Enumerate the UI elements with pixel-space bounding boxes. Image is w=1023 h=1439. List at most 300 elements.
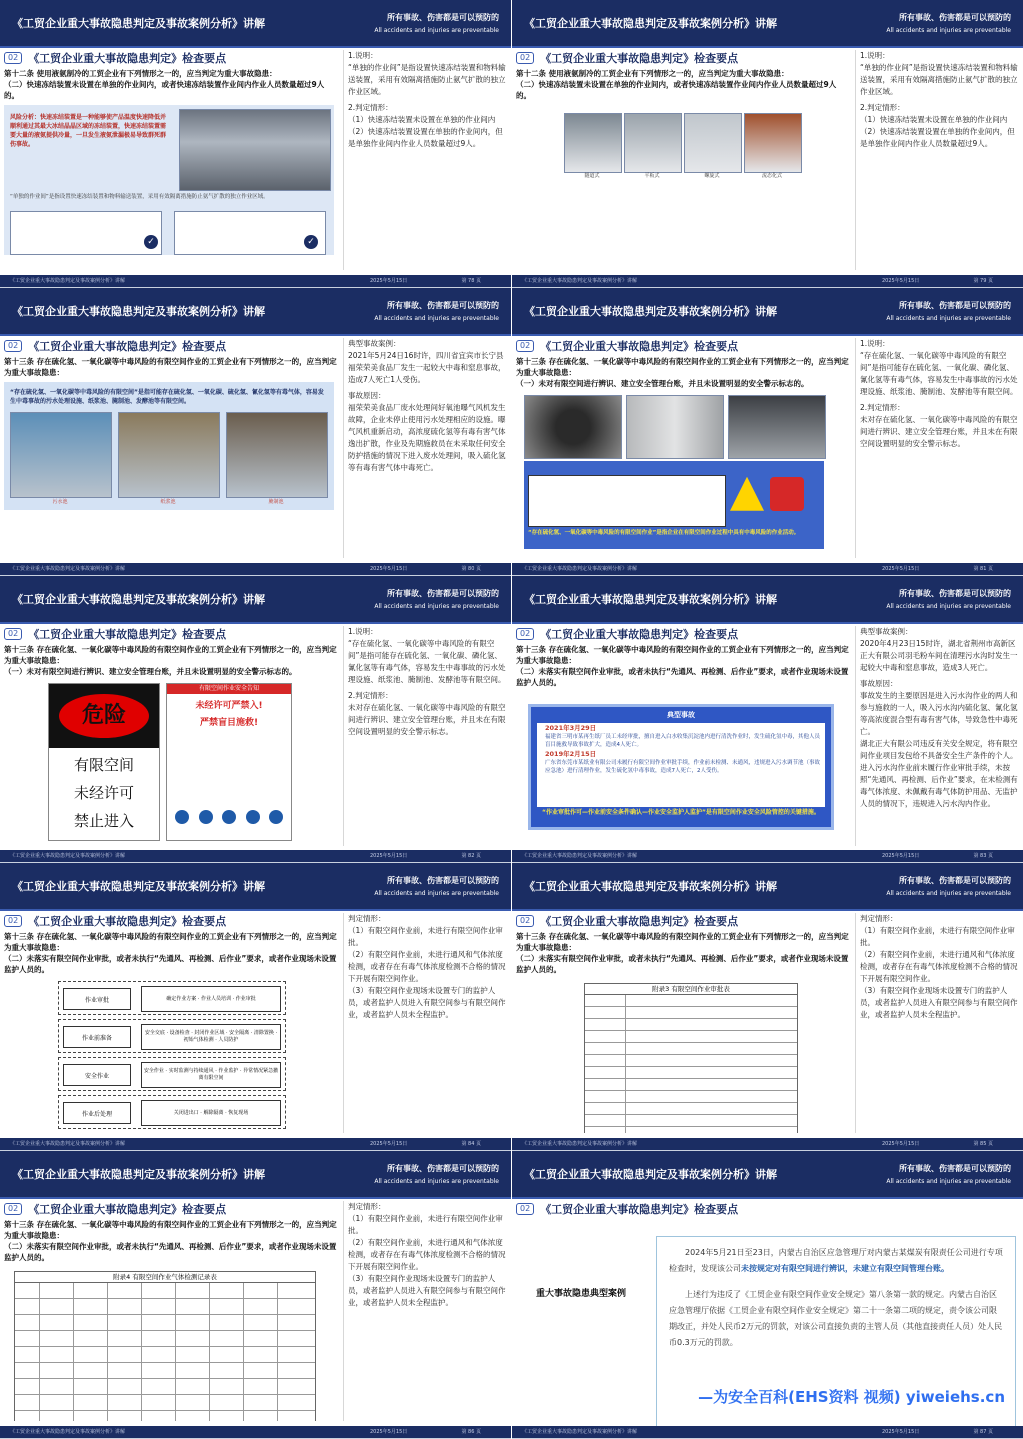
figure-area: [4, 105, 338, 255]
site-photo: [118, 412, 220, 498]
confined-space-sign: [48, 683, 160, 841]
slogan-en: All accidents and injuries are preventable: [886, 314, 1011, 322]
header-stripe: [512, 46, 1023, 48]
slogan-cn: 所有事故、伤害都是可以预防的: [899, 876, 1011, 886]
slide-footer: [512, 1138, 1023, 1150]
header-stripe: [0, 1197, 511, 1199]
form-cell: [277, 1347, 278, 1362]
form-cell: [39, 1283, 40, 1298]
slogan-en: All accidents and injuries are preventable: [886, 602, 1011, 610]
slogan-cn: 所有事故、伤害都是可以预防的: [899, 588, 1011, 598]
figure-panel: [4, 382, 334, 510]
slide-left-content: [516, 50, 850, 270]
page-number: 第 82 页: [461, 853, 481, 860]
note-text: “单独的作业间”是指设置快速冻结装置和物料输送装置，采用有效隔离措施防止氨气扩散的独立作业区域。: [10, 194, 269, 200]
form-cell: [73, 1283, 74, 1298]
header-title: 《工贸企业重大事故隐患判定及事故案例分析》讲解: [12, 592, 265, 606]
notice-title: 有限空间作业安全告知: [167, 684, 291, 694]
slogan-cn: 所有事故、伤害都是可以预防的: [387, 300, 499, 310]
slide-left-content: [4, 626, 338, 846]
footer-date: 2025年5月15日: [882, 565, 920, 572]
slide-footer: [512, 563, 1023, 575]
figure-area: [4, 681, 338, 831]
sign-line: 未经许可: [73, 783, 134, 802]
slide-header: [512, 0, 1023, 46]
slogan-en: All accidents and injuries are preventable: [374, 314, 499, 322]
article-item: （一）未对有限空间进行辨识、建立安全管理台账，并且未设置明显的安全警示标志的。: [516, 378, 809, 388]
case-bottom: “作业审批作可—作业前安全条件确认—作业安全监护人监护”是有限空间作业安全风险管控的关键措施。: [542, 808, 820, 816]
slogan-cn: 所有事故、伤害都是可以预防的: [899, 300, 1011, 310]
slide-header: [512, 576, 1023, 622]
form-cell: [243, 1379, 244, 1394]
header-stripe: [512, 334, 1023, 336]
form-cell: [209, 1331, 210, 1346]
header-title: 《工贸企业重大事故隐患判定及事故案例分析》讲解: [12, 17, 265, 30]
form-row: [585, 1007, 797, 1019]
form-cell: [107, 1395, 108, 1410]
form-cell: [625, 1091, 626, 1102]
flow-step: [58, 1019, 286, 1053]
slide: [512, 863, 1023, 1151]
footer-title: 《工贸企业重大事故隐患判定及事故案例分析》讲解: [522, 1428, 638, 1435]
freezer-photo: [179, 109, 331, 191]
photo-caption: 平板式: [644, 173, 660, 179]
case-line: 2019年2月15日: [545, 749, 597, 758]
note-line: （3）有限空间作业现场未设置专门的监护人员，或者监护人员进入有限空间参与有限空间作业，或者监护人员未全程监护。: [348, 1274, 506, 1308]
form-row: [585, 1043, 797, 1055]
form-cell: [73, 1331, 74, 1346]
slogan-en: All accidents and injuries are preventable: [374, 890, 499, 898]
slide-right-notes: [343, 338, 507, 558]
section-number: 02: [4, 1203, 22, 1215]
header-title: 《工贸企业重大事故隐患判定及事故案例分析》讲解: [12, 1168, 265, 1182]
ppe-icon: [269, 810, 283, 824]
slide: [0, 863, 511, 1151]
section-heading: [4, 913, 338, 929]
slide-right-notes: [343, 50, 507, 270]
form-panel: [584, 983, 798, 1133]
form-cell: [39, 1363, 40, 1378]
site-photo: [10, 412, 112, 498]
form-cell: [73, 1379, 74, 1394]
slogan-cn: 所有事故、伤害都是可以预防的: [387, 1164, 499, 1174]
note-line: （1）有限空间作业前，未进行有限空间作业审批。: [860, 926, 1015, 948]
site-photo: [226, 412, 328, 498]
form-cell: [107, 1331, 108, 1346]
form-row: [585, 1031, 797, 1043]
slogan-cn: 所有事故、伤害都是可以预防的: [387, 588, 499, 598]
flow-step: [58, 1095, 286, 1129]
form-cell: [625, 1067, 626, 1078]
slide: [512, 0, 1023, 288]
form-row: [585, 1127, 797, 1133]
slide-footer: [0, 850, 511, 862]
form-cell: [141, 1347, 142, 1362]
form-cell: [73, 1411, 74, 1421]
form-cell: [141, 1331, 142, 1346]
photo-caption: 污水池: [52, 498, 68, 505]
form-cell: [625, 1031, 626, 1042]
form-cell: [141, 1379, 142, 1394]
figure-area: [4, 979, 338, 1129]
section-title: 《工贸企业重大事故隐患判定》检查要点: [540, 1203, 739, 1217]
note-line: 2020年4月23日15时许，湖北省荆州市高新区正大有限公司羽毛粉车间在清理污水沟时发生一起较大中毒和窒息事故，造成3人死亡。: [860, 638, 1018, 672]
section-number: 02: [516, 628, 534, 640]
form-row: [585, 1079, 797, 1091]
article-lead: 第十三条 存在硫化氢、一氧化碳等中毒风险的有限空间作业的工贸企业有下列情形之一的，应当判定为重大事故隐患：: [516, 932, 849, 953]
note-line: 2.判定情形：: [348, 103, 393, 112]
slide: [512, 1151, 1023, 1439]
ppe-icon: [199, 810, 213, 824]
footer-date: 2025年5月15日: [882, 277, 920, 284]
form-cell: [107, 1315, 108, 1330]
flow-step-label: 作业前准备: [63, 1026, 131, 1048]
section-heading: [4, 626, 338, 642]
section-title: 《工贸企业重大事故隐患判定》检查要点: [28, 627, 227, 641]
form-cell: [243, 1363, 244, 1378]
header-stripe: [0, 46, 511, 48]
freezer-type-photo: [684, 113, 742, 173]
form-cell: [277, 1363, 278, 1378]
form-row: [15, 1363, 315, 1379]
slide-left-content: [516, 338, 850, 558]
form-row: [15, 1347, 315, 1363]
note-line: 1.说明：: [348, 51, 378, 60]
form-cell: [243, 1315, 244, 1330]
note-line: （2）有限空间作业前，未进行通风和气体浓度检测，或者存在有毒气体浓度检测不合格的情况下开展有限空间作业。: [348, 950, 506, 984]
notice-paragraph-1: [669, 1245, 1003, 1277]
form-cell: [175, 1315, 176, 1330]
slide-header: [0, 0, 511, 46]
flow-step-detail: 关闭进出口 · 解除隔离 · 恢复现场: [141, 1100, 281, 1126]
note-line: 1.说明：: [860, 51, 890, 60]
form-cell: [175, 1347, 176, 1362]
form-cell: [141, 1363, 142, 1378]
section-title: 《工贸企业重大事故隐患判定》检查要点: [540, 627, 739, 641]
slide-right-notes: [343, 1201, 507, 1421]
flow-step-label: 作业审批: [63, 988, 131, 1010]
form-cell: [39, 1331, 40, 1346]
form-row: [15, 1315, 315, 1331]
slide-left-content: [4, 338, 338, 558]
header-stripe: [0, 909, 511, 911]
footer-date: 2025年5月15日: [370, 277, 408, 284]
form-row: [585, 1019, 797, 1031]
ppe-icon: [222, 810, 236, 824]
manhole-photo: [524, 395, 622, 459]
slide: [512, 288, 1023, 576]
form-cell: [243, 1331, 244, 1346]
form-cell: [243, 1283, 244, 1298]
article-lead: 第十三条 存在硫化氢、一氧化碳等中毒风险的有限空间作业的工贸企业有下列情形之一的，应当判定为重大事故隐患：: [4, 1220, 337, 1241]
poison-sign-icon: [770, 477, 804, 511]
form-title: 附录4 有限空间作业气体检测记录表: [15, 1272, 315, 1283]
watermark: —为安全百科(EHS资料 视频) yiweiehs.cn: [698, 1387, 1005, 1406]
form-cell: [209, 1347, 210, 1362]
form-cell: [209, 1363, 210, 1378]
slogan-en: All accidents and injuries are preventable: [374, 1178, 499, 1186]
form-cell: [39, 1299, 40, 1314]
slogan-cn: 所有事故、伤害都是可以预防的: [387, 876, 499, 886]
photo-caption: 流态化式: [761, 173, 782, 179]
form-cell: [107, 1363, 108, 1378]
header-stripe: [512, 1197, 1023, 1199]
photo-caption: 隧道式: [584, 173, 600, 179]
case-line: 2021年3月29日: [545, 723, 597, 732]
form-cell: [39, 1379, 40, 1394]
form-cell: [107, 1347, 108, 1362]
page-number: 第 81 页: [973, 565, 993, 572]
form-cell: [141, 1315, 142, 1330]
footer-title: 《工贸企业重大事故隐患判定及事故案例分析》讲解: [10, 853, 126, 860]
page-number: 第 85 页: [973, 1141, 993, 1148]
note-line: （1）快速冻结装置未设置在单独的作业间内: [860, 115, 1008, 124]
form-cell: [243, 1395, 244, 1410]
section-number: 02: [4, 915, 22, 927]
form-cell: [39, 1315, 40, 1330]
section-heading: [516, 1201, 738, 1217]
form-row: [585, 1103, 797, 1115]
section-heading: [4, 50, 338, 66]
footer-title: 《工贸企业重大事故隐患判定及事故案例分析》讲解: [522, 277, 638, 284]
form-cell: [277, 1379, 278, 1394]
header-title: 《工贸企业重大事故隐患判定及事故案例分析》讲解: [12, 304, 265, 318]
diagram-2: [174, 211, 326, 255]
slide-left-content: [4, 50, 338, 270]
page-number: 第 83 页: [973, 853, 993, 860]
form-row: [585, 1115, 797, 1127]
form-cell: [243, 1411, 244, 1421]
freezer-type-photo: [564, 113, 622, 173]
form-cell: [243, 1299, 244, 1314]
slogan-en: All accidents and injuries are preventable: [886, 1178, 1011, 1186]
form-cell: [141, 1283, 142, 1298]
photo-caption: 纸浆池: [160, 498, 176, 505]
footer-title: 《工贸企业重大事故隐患判定及事故案例分析》讲解: [522, 853, 638, 860]
form-cell: [73, 1363, 74, 1378]
footer-date: 2025年5月15日: [370, 565, 408, 572]
slide-left-content: [4, 1201, 338, 1421]
definition-text: “存在硫化氢、一氧化碳等中毒风险的有限空间”是指可能存在硫化氢、一氧化碳、硫化氢、氰化氢等有毒气体，容易发生中毒事故的污水处理设施、纸浆池、腌制池、发酵池等有限空间。: [10, 388, 324, 405]
slide-header: [512, 863, 1023, 909]
form-cell: [277, 1331, 278, 1346]
note-line: （3）有限空间作业现场未设置专门的监护人员，或者监护人员进入有限空间参与有限空间作业，或者监护人员未全程监护。: [348, 986, 506, 1020]
note-line: （1）有限空间作业前，未进行有限空间作业审批。: [348, 1214, 503, 1236]
form-cell: [141, 1395, 142, 1410]
warning-sign-icon: [730, 477, 764, 511]
footer-title: 《工贸企业重大事故隐患判定及事故案例分析》讲解: [522, 1141, 638, 1148]
slide-left-content: [4, 913, 338, 1133]
form-cell: [175, 1411, 176, 1421]
page-number: 第 80 页: [461, 565, 481, 572]
note-line: 未对存在硫化氢、一氧化碳等中毒风险的有限空间进行辨识、建立安全管理台账，并且未在有限空间设置明显的安全警示标志。: [348, 702, 506, 736]
form-cell: [277, 1299, 278, 1314]
form-row: [15, 1395, 315, 1411]
section-number: 02: [516, 340, 534, 352]
form-cell: [73, 1395, 74, 1410]
slide-footer: [512, 275, 1023, 287]
article-lead: 第十二条 使用液氨制冷的工贸企业有下列情形之一的，应当判定为重大事故隐患：: [516, 69, 789, 78]
form-cell: [209, 1315, 210, 1330]
note-line: 典型事故案例：: [860, 626, 913, 636]
form-row: [585, 1055, 797, 1067]
page-number: 第 79 页: [973, 277, 993, 284]
slide-right-notes: [343, 913, 507, 1133]
header-title: 《工贸企业重大事故隐患判定及事故案例分析》讲解: [524, 17, 777, 30]
flow-step-label: 安全作业: [63, 1064, 131, 1086]
case-title: 典型事故: [667, 710, 695, 719]
section-title: 《工贸企业重大事故隐患判定》检查要点: [28, 52, 227, 65]
form-cell: [277, 1395, 278, 1410]
form-cell: [625, 1127, 626, 1133]
figure-panel: [4, 105, 334, 255]
form-row: [585, 995, 797, 1007]
form-cell: [141, 1299, 142, 1314]
slogan-cn: 所有事故、伤害都是可以预防的: [387, 13, 499, 22]
slogan-cn: 所有事故、伤害都是可以预防的: [899, 13, 1011, 22]
form-cell: [625, 1043, 626, 1054]
article-item: （二）未落实有限空间作业审批，或者未执行“先通风、再检测、后作业”要求，或者作业现场未设置监护人员的。: [516, 954, 849, 975]
flow-step-detail: 安全作业 · 实时监测与持续通风 · 作业监护 · 异常情况紧急撤离有限空间: [141, 1062, 281, 1088]
form-row: [15, 1331, 315, 1347]
slide-header: [0, 1151, 511, 1197]
form-cell: [209, 1299, 210, 1314]
article-item: （二）未落实有限空间作业审批，或者未执行“先通风、再检测、后作业”要求，或者作业现场未设置监护人员的。: [4, 1242, 337, 1263]
footer-date: 2025年5月15日: [370, 1428, 408, 1435]
section-number: 02: [516, 915, 534, 927]
note-line: （1）快速冻结装置未设置在单独的作业间内: [348, 115, 496, 124]
footer-title: 《工贸企业重大事故隐患判定及事故案例分析》讲解: [10, 277, 126, 284]
case-line: 广东省东莞市某纸业有限公司未履行有限空间作业审批手续，作业前未检测、未通风，违规进入污水调节池（事故应急池）进行清理作业，发生硫化氢中毒事故，造成7人死亡，2人受伤。: [545, 759, 821, 774]
form-cell: [73, 1299, 74, 1314]
case-list: [537, 723, 825, 807]
note-line: “单独的作业间”是指设置快速冻结装置和物料输送装置，采用有效隔离措施防止氨气扩散的独立作业区域。: [860, 63, 1018, 96]
danger-oval: 危险: [59, 694, 149, 738]
article-lead: 第十三条 存在硫化氢、一氧化碳等中毒风险的有限空间作业的工贸企业有下列情形之一的，应当判定为重大事故隐患：: [516, 644, 849, 665]
figure-panel: [48, 683, 296, 843]
article-item: （二）未落实有限空间作业审批，或者未执行“先通风、再检测、后作业”要求，或者作业现场未设置监护人员的。: [516, 666, 849, 687]
form-row: [15, 1283, 315, 1299]
ppe-icon: [175, 810, 189, 824]
danger-banner: [49, 684, 159, 748]
slide-footer: [0, 275, 511, 287]
safety-notice-board: [166, 683, 292, 841]
sign-line: 有限空间: [73, 755, 134, 774]
form-cell: [625, 1103, 626, 1114]
form-cell: [277, 1411, 278, 1421]
article-item: （二）未落实有限空间作业审批，或者未执行“先通风、再检测、后作业”要求，或者作业现场未设置监护人员的。: [4, 954, 337, 975]
figure-area: [4, 382, 338, 532]
form-row: [15, 1379, 315, 1395]
slogan-en: All accidents and injuries are preventable: [374, 602, 499, 610]
slogan-cn: 所有事故、伤害都是可以预防的: [899, 1164, 1011, 1174]
slide-header: [0, 576, 511, 622]
section-heading: [516, 50, 850, 66]
form-cell: [625, 1055, 626, 1066]
figure-panel: [528, 704, 834, 830]
photo-caption: 腌制池: [268, 498, 284, 505]
figure-area: [516, 979, 850, 1129]
note-line: （1）有限空间作业前，未进行有限空间作业审批。: [348, 926, 503, 948]
note-line: （2）有限空间作业前，未进行通风和气体浓度检测，或者存在有毒气体浓度检测不合格的情况下开展有限空间作业。: [348, 1238, 506, 1272]
note-line: 2.判定情形：: [860, 402, 905, 412]
header-stripe: [512, 909, 1023, 911]
slide-right-notes: [855, 338, 1019, 558]
note-line: （2）快速冻结装置设置在单独的作业间内，但是单独作业间内作业人员数量超过9人。: [860, 127, 1015, 148]
form-cell: [39, 1411, 40, 1421]
slide-header: [512, 1151, 1023, 1197]
header-stripe: [0, 622, 511, 624]
slide-footer: [512, 1426, 1023, 1438]
flow-step-label: 作业后处理: [63, 1102, 131, 1124]
flow-step-detail: 安全交底 · 设备检查 · 封闭作业区域 · 安全隔离 · 清除置换 · 初始气体检测 · 人员防护: [141, 1024, 281, 1050]
page-number: 第 87 页: [973, 1428, 993, 1435]
form-cell: [209, 1411, 210, 1421]
case-side-label: 重大事故隐患典型案例: [536, 1289, 627, 1300]
note-line: 判定情形：: [348, 1202, 386, 1212]
section-title: 《工贸企业重大事故隐患判定》检查要点: [540, 339, 739, 353]
slide-right-notes: [855, 626, 1019, 846]
note-line: （2）快速冻结装置设置在单独的作业间内，但是单独作业间内作业人员数量超过9人。: [348, 127, 503, 148]
section-heading: [4, 1201, 338, 1217]
note-line: “存在硫化氢、一氧化碳等中毒风险的有限空间”是指可能存在硫化氢、一氧化碳、磷化氢、氰化氢等有毒气体，容易发生中毒事故的污水处理设施、纸浆池、腌制池、发酵池等有限空间。: [348, 638, 506, 684]
diagram-1: [10, 211, 162, 255]
header-title: 《工贸企业重大事故隐患判定及事故案例分析》讲解: [524, 1168, 777, 1182]
tank-photo: [626, 395, 724, 459]
figure-area: [4, 1267, 338, 1417]
sign-line: 禁止进入: [73, 811, 134, 830]
form-cell: [175, 1283, 176, 1298]
note-line: 事故原因：: [860, 678, 898, 688]
ppe-icon: [246, 810, 260, 824]
photo-caption: 螺旋式: [704, 173, 720, 179]
slide-footer: [0, 1426, 511, 1438]
form-cell: [39, 1395, 40, 1410]
note-line: 2.判定情形：: [348, 690, 393, 700]
section-heading: [516, 338, 850, 354]
form-cell: [277, 1283, 278, 1298]
note-line: 事故发生的主要原因是进入污水沟作业的两人和参与施救的一人，吸入污水沟内硫化氢、氰化氢等高浓度混合型有毒有害气体，导致急性中毒死亡。: [860, 690, 1018, 736]
note-line: 福荣荣美食品厂废水处理间好氧池曝气风机发生故障，企业未停止使用污水处理相应的设施。曝气风机重新启动，高浓度硫化氢等有毒有害气体逸出扩散，作业及先期施救员在未采取任何安全防护措施的情况下进入废水处理间，吸入硫化氢等有毒有害气体中毒死亡。: [348, 402, 506, 472]
footer-date: 2025年5月15日: [370, 1141, 408, 1148]
form-title: 附录3 有限空间作业审批表: [585, 984, 797, 995]
flow-step-detail: 确定作业方案 · 作业人员培训 · 作业审批: [141, 986, 281, 1012]
slide-right-notes: [855, 50, 1019, 270]
section-number: 02: [4, 340, 22, 352]
section-number: 02: [516, 52, 534, 64]
footer-date: 2025年5月15日: [370, 853, 408, 860]
figure-panel: [564, 113, 800, 183]
form-cell: [175, 1363, 176, 1378]
note-line: 1.说明：: [348, 626, 378, 636]
note-line: “单独的作业间”是指设置快速冻结装置和物料输送装置，采用有效隔离措施防止氨气扩散的独立作业区域。: [348, 63, 506, 96]
check-icon: ✓: [304, 235, 318, 249]
section-heading: [516, 913, 850, 929]
article-lead: 第十三条 存在硫化氢、一氧化碳等中毒风险的有限空间作业的工贸企业有下列情形之一的，应当判定为重大事故隐患：: [4, 932, 337, 953]
form-cell: [175, 1379, 176, 1394]
note-line: 2.判定情形：: [860, 103, 905, 112]
note-line: 2021年5月24日16时许，四川省宜宾市长宁县福荣荣美食品厂发生一起较大中毒和窒息事故，造成7人死亡1人受伤。: [348, 350, 506, 384]
freezer-type-photo: [744, 113, 802, 173]
slide-footer: [0, 563, 511, 575]
form-cell: [209, 1395, 210, 1410]
notice-highlight: 未按规定对有限空间进行辨识，未建立有限空间管理台账。: [741, 1264, 949, 1274]
form-cell: [107, 1379, 108, 1394]
section-title: 《工贸企业重大事故隐患判定》检查要点: [28, 1203, 227, 1217]
article-lead: 第十二条 使用液氨制冷的工贸企业有下列情形之一的，应当判定为重大事故隐患：: [4, 69, 277, 78]
form-cell: [209, 1283, 210, 1298]
figure-panel: [58, 981, 284, 1133]
